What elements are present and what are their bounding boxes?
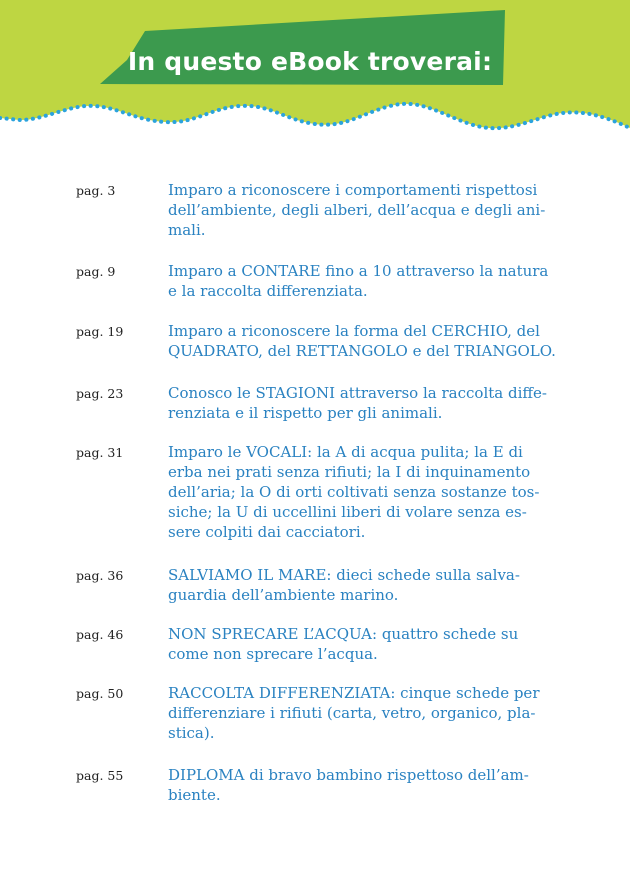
banner-title: In questo eBook troverai: — [127, 46, 493, 76]
page-number: pag. 55 — [76, 768, 124, 783]
entry-description — [168, 180, 573, 240]
entry-line: QUADRATO, del RETTANGOLO e del TRIANGOLO. — [168, 342, 556, 360]
entry-line: biente. — [168, 786, 221, 804]
entry-line: e la raccolta differenziata. — [168, 282, 368, 300]
entry-line: erba nei prati senza rifiuti; la I di inquinamento — [168, 463, 531, 481]
entry-description — [168, 565, 573, 605]
page-number: pag. 31 — [76, 445, 124, 460]
entry-line: Conosco le STAGIONI attraverso la raccolta diffe- — [168, 384, 547, 402]
entry-description — [168, 765, 573, 805]
entry-description — [168, 261, 573, 301]
entry-description — [168, 383, 573, 423]
entry-line: dell’aria; la O di orti coltivati senza sostanze tos- — [168, 483, 540, 501]
page-number: pag. 50 — [76, 686, 124, 701]
entry-line: RACCOLTA DIFFERENZIATA: cinque schede per — [168, 684, 540, 702]
entry-line: guardia dell’ambiente marino. — [168, 586, 399, 604]
entry-line: DIPLOMA di bravo bambino rispettoso dell’am- — [168, 766, 529, 784]
page-number: pag. 23 — [76, 386, 124, 401]
page-number: pag. 46 — [76, 627, 124, 642]
entry-line: Imparo a CONTARE fino a 10 attraverso la natura — [168, 262, 549, 280]
entry-line: differenziare i rifiuti (carta, vetro, organico, pla- — [168, 704, 536, 722]
entry-line: NON SPRECARE L’ACQUA: quattro schede su — [168, 625, 519, 643]
entry-line: siche; la U di uccellini liberi di volare senza es- — [168, 503, 527, 521]
entry-line: Imparo le VOCALI: la A di acqua pulita; la E di — [168, 443, 523, 461]
page-number: pag. 19 — [76, 324, 124, 339]
entry-line: dell’ambiente, degli alberi, dell’acqua e degli ani- — [168, 201, 546, 219]
entry-line: come non sprecare l’acqua. — [168, 645, 378, 663]
entry-line: mali. — [168, 221, 206, 239]
page-number: pag. 36 — [76, 568, 124, 583]
entry-description — [168, 683, 573, 743]
entry-description — [168, 442, 573, 542]
entry-line: SALVIAMO IL MARE: dieci schede sulla salva- — [168, 566, 520, 584]
page-number: pag. 9 — [76, 264, 116, 279]
entry-line: renziata e il rispetto per gli animali. — [168, 404, 443, 422]
entry-description — [168, 321, 573, 361]
entry-description — [168, 624, 573, 664]
entry-line: Imparo a riconoscere i comportamenti rispettosi — [168, 181, 538, 199]
entry-line: sere colpiti dai cacciatori. — [168, 523, 366, 541]
entry-line: stica). — [168, 724, 215, 742]
page-number: pag. 3 — [76, 183, 116, 198]
entry-line: Imparo a riconoscere la forma del CERCHIO, del — [168, 322, 540, 340]
